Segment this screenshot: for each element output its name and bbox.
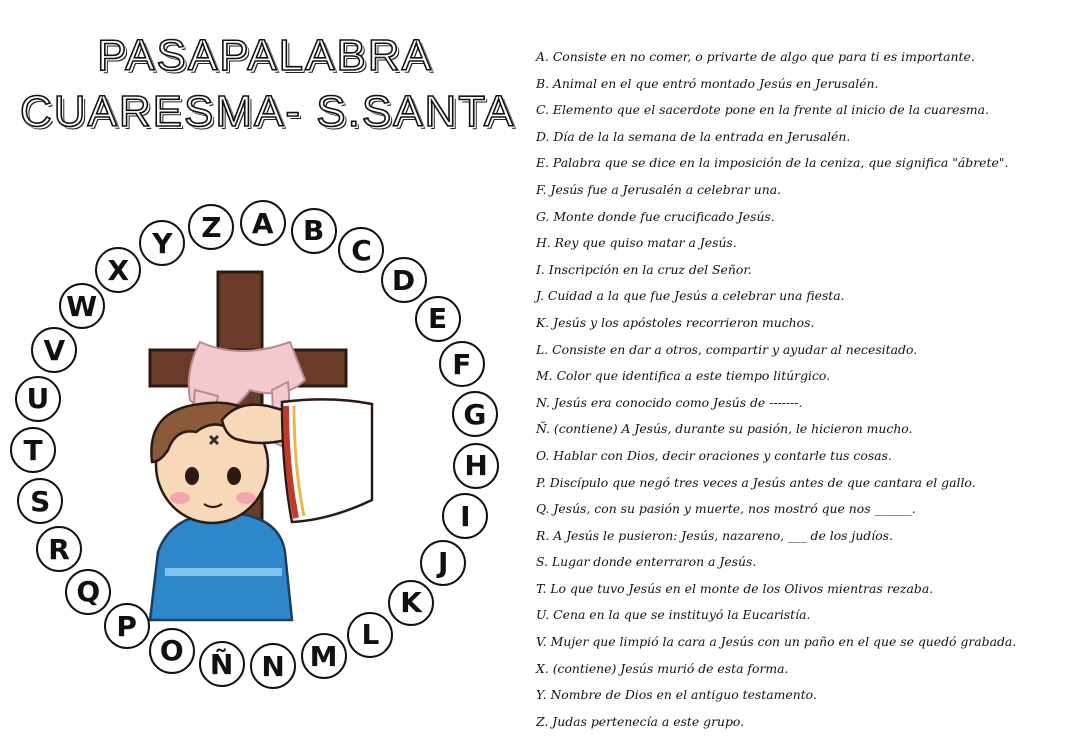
clue-item: H. Rey que quiso matar a Jesús. [536, 235, 737, 251]
clue-list [536, 44, 1066, 735]
letter-wheel [0, 200, 520, 700]
wheel-letter-e[interactable]: E [415, 296, 461, 342]
clue-item: G. Monte donde fue crucificado Jesús. [536, 208, 775, 224]
wheel-letter-x[interactable]: X [95, 247, 141, 293]
clue-item: A. Consiste en no comer, o privarte de algo que para ti es importante. [536, 49, 975, 64]
clue-item: B. Animal en el que entró montado Jesús en Jerusalén. [536, 75, 879, 91]
wheel-letter-m[interactable]: M [301, 633, 347, 679]
wheel-letter-y[interactable]: Y [139, 220, 185, 266]
wheel-letter-h[interactable]: H [453, 443, 499, 489]
clue-item: P. Discípulo que negó tres veces a Jesús antes de que cantara el gallo. [536, 474, 976, 490]
wheel-letter-f[interactable]: F [439, 341, 485, 387]
title-line-2: CUARESMA- S.SANTA [20, 87, 516, 136]
wheel-letter-a[interactable]: A [240, 200, 286, 246]
wheel-letter-ñ[interactable]: Ñ [199, 641, 245, 687]
boy-shirt [150, 514, 292, 620]
wheel-letter-u[interactable]: U [15, 376, 61, 422]
wheel-letter-d[interactable]: D [381, 257, 427, 303]
wheel-letter-k[interactable]: K [388, 580, 434, 626]
wheel-letter-b[interactable]: B [291, 208, 337, 254]
clue-item: V. Mujer que limpió la cara a Jesús con un paño en el que se quedó grabada. [536, 634, 1017, 650]
wheel-letter-z[interactable]: Z [188, 204, 234, 250]
wheel-letter-l[interactable]: L [347, 612, 393, 658]
title-line-1: PASAPALABRA [97, 31, 433, 80]
wheel-letter-g[interactable]: G [452, 391, 498, 437]
wheel-letter-s[interactable]: S [17, 478, 63, 524]
wheel-letter-n[interactable]: N [250, 643, 296, 689]
clue-item: U. Cena en la que se instituyó la Eucaristía. [536, 607, 811, 623]
priest-hand [222, 405, 290, 443]
wheel-letter-t[interactable]: T [10, 427, 56, 473]
wheel-letter-v[interactable]: V [31, 327, 77, 373]
clue-item: X. (contiene) Jesús murió de esta forma. [536, 660, 789, 676]
clue-item: I. Inscripción en la cruz del Señor. [536, 261, 752, 277]
clue-item: S. Lugar donde enterraron a Jesús. [536, 554, 757, 570]
wheel-letter-j[interactable]: J [420, 540, 466, 586]
wheel-letter-r[interactable]: R [36, 526, 82, 572]
clue-item: N. Jesús era conocido como Jesús de -------. [536, 394, 803, 410]
clue-item: D. Día de la la semana de la entrada en Jerusalén. [536, 128, 851, 144]
clue-item: R. A Jesús le pusieron: Jesús, nazareno, ___ de los judíos. [536, 527, 893, 543]
clue-item: M. Color que identifica a este tiempo litúrgico. [536, 368, 831, 384]
clue-item: T. Lo que tuvo Jesús en el monte de los Olivos mientras rezaba. [536, 580, 934, 596]
wheel-letter-i[interactable]: I [442, 493, 488, 539]
page-title [20, 28, 516, 140]
clue-item: Ñ. (contiene) A Jesús, durante su pasión, le hicieron mucho. [536, 421, 913, 437]
clue-item: C. Elemento que el sacerdote pone en la frente al inicio de la cuaresma. [536, 102, 989, 118]
clue-item: K. Jesús y los apóstoles recorrieron muchos. [536, 314, 815, 330]
wheel-letter-c[interactable]: C [338, 227, 384, 273]
clue-item: E. Palabra que se dice en la imposición de la ceniza, que significa "ábrete". [536, 155, 1009, 171]
wheel-letter-w[interactable]: W [59, 283, 105, 329]
clue-item: Z. Judas pertenecía a este grupo. [536, 713, 745, 729]
clue-item: Q. Jesús, con su pasión y muerte, nos mostró que nos ______. [536, 501, 916, 517]
clue-item: Y. Nombre de Dios en el antiguo testamento. [536, 687, 817, 703]
clue-item: F. Jesús fue a Jerusalén a celebrar una. [536, 181, 782, 197]
ash-wednesday-illustration [0, 200, 520, 700]
clue-item: J. Cuidad a la que fue Jesús a celebrar una fiesta. [536, 288, 845, 304]
wheel-letter-o[interactable]: O [149, 628, 195, 674]
wheel-letter-p[interactable]: P [104, 603, 150, 649]
clue-item: L. Consiste en dar a otros, compartir y ayudar al necesitado. [536, 341, 918, 357]
clue-item: O. Hablar con Dios, decir oraciones y contarle tus cosas. [536, 447, 892, 463]
wheel-letter-q[interactable]: Q [65, 569, 111, 615]
